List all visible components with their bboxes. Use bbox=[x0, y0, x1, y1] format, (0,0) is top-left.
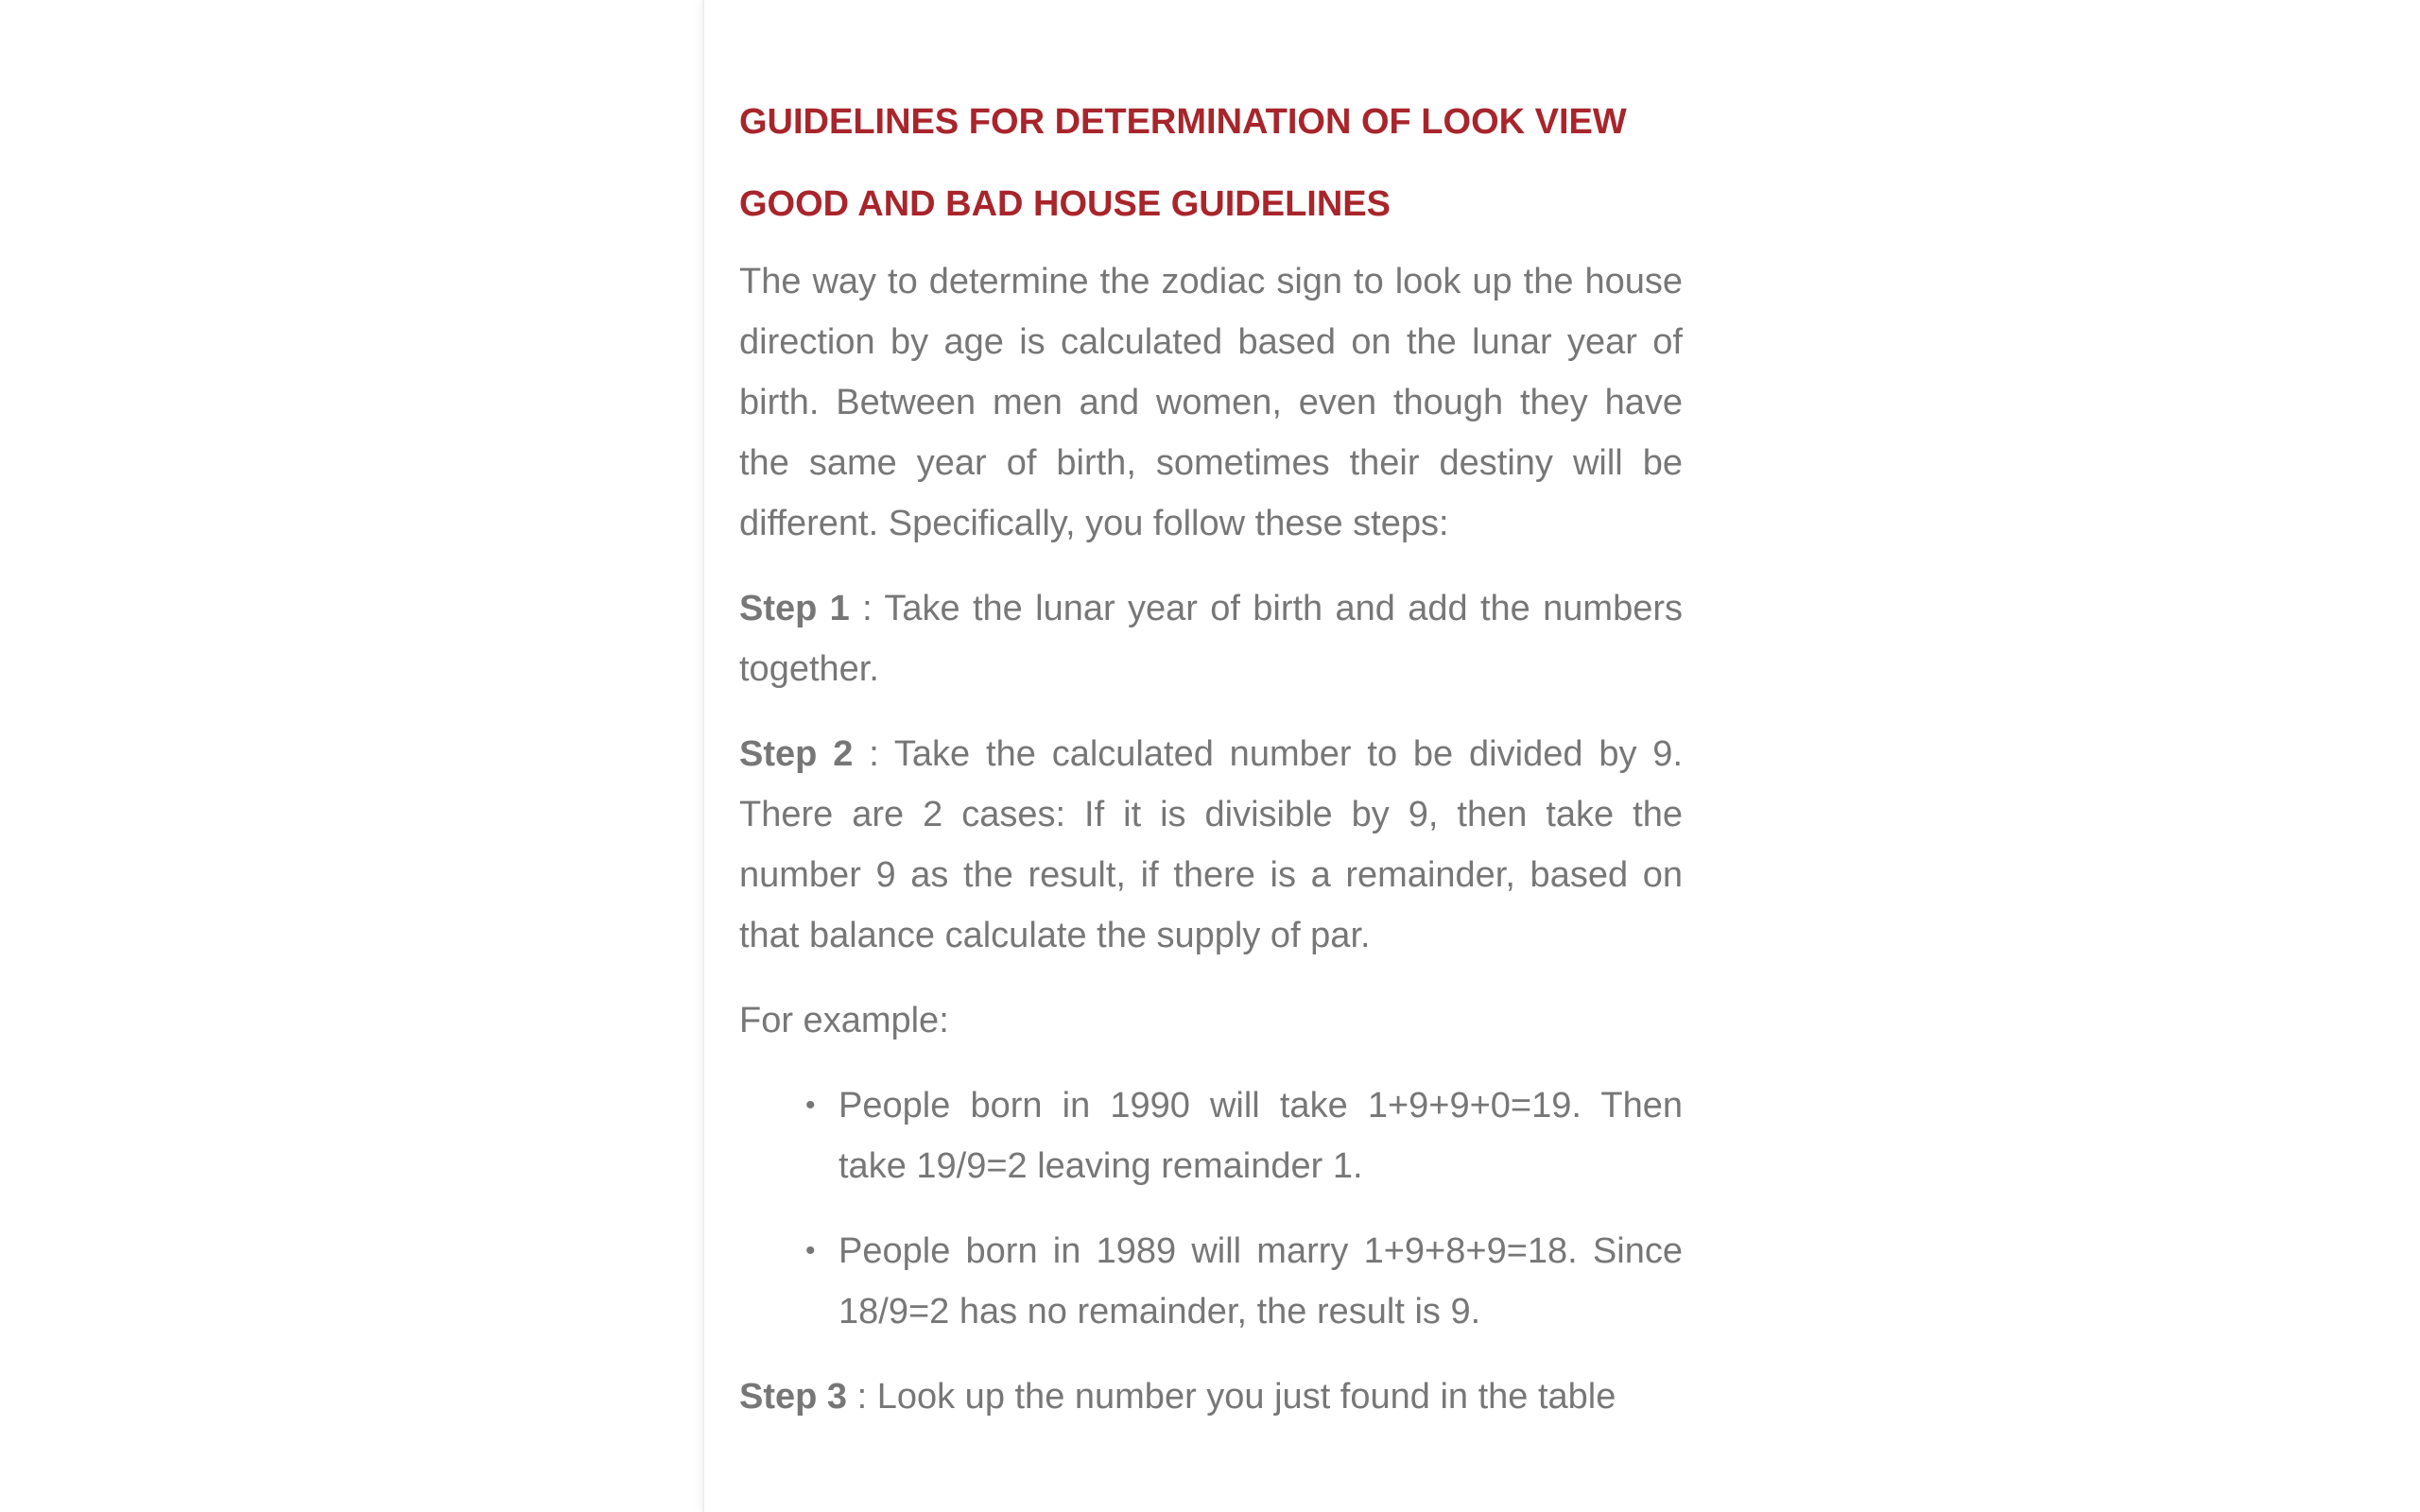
step-1-text: : Take the lunar year of birth and add the numbers together. bbox=[739, 589, 1683, 689]
step-3-text: : Look up the number you just found in the table bbox=[847, 1377, 1616, 1417]
bullet-icon: • bbox=[805, 1090, 816, 1121]
bullet-icon: • bbox=[805, 1235, 816, 1266]
step-2-text: : Take the calculated number to be divided by 9. There are 2 cases: If it is divisible by 9, then take the number 9 as the result, if there is a remainder, based on that balance calculate the supply of par. bbox=[739, 734, 1683, 955]
step-1-paragraph bbox=[739, 578, 1683, 699]
intro-paragraph: The way to determine the zodiac sign to look up the house direction by age is calculated based on the lunar year of birth. Between men and women, even though they have the same year of birth, sometimes their destiny will be different. Specifically, you follow these steps: bbox=[739, 262, 1683, 543]
section-heading-determination: GUIDELINES FOR DETERMINATION OF LOOK VIEW bbox=[739, 102, 1627, 142]
list-item bbox=[805, 1221, 1683, 1342]
step-2-label: Step 2 bbox=[739, 734, 854, 774]
list-item bbox=[805, 1075, 1683, 1196]
step-3-label: Step 3 bbox=[739, 1377, 848, 1417]
step-1-label: Step 1 bbox=[739, 589, 850, 628]
example-2-text: People born in 1989 will marry 1+9+8+9=18. Since 18/9=2 has no remainder, the result is 9. bbox=[838, 1231, 1683, 1332]
example-label: For example: bbox=[739, 1001, 949, 1040]
step-2-paragraph bbox=[739, 724, 1683, 966]
example-1-text: People born in 1990 will take 1+9+9+0=19. Then take 19/9=2 leaving remainder 1. bbox=[838, 1086, 1683, 1186]
article-body bbox=[739, 81, 1683, 1427]
example-list bbox=[739, 1075, 1683, 1342]
section-heading-house-guidelines: GOOD AND BAD HOUSE GUIDELINES bbox=[739, 184, 1391, 224]
step-3-paragraph bbox=[739, 1366, 1683, 1427]
